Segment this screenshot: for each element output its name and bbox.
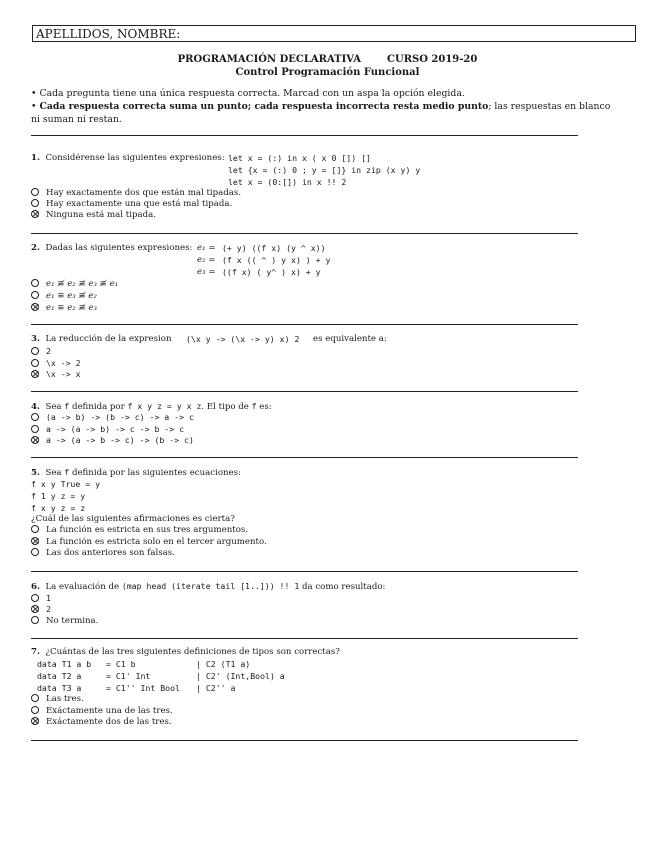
q2-code-3: ((f x) ( y^ ) x) + y xyxy=(222,267,321,277)
q6-option-2[interactable]: 2 xyxy=(31,603,51,615)
q5-code-1: f x y True = y xyxy=(31,479,101,489)
radio-icon[interactable] xyxy=(31,279,39,287)
q3-code: (\x y -> (\x -> y) x) 2 xyxy=(186,334,300,344)
divider xyxy=(31,233,578,234)
radio-icon[interactable] xyxy=(31,188,39,196)
instruction-2: • Cada respuesta correcta suma un punto; cada respuesta incorrecta resta medio punto; las respuestas en blanco ni suman ni restan. xyxy=(31,101,611,125)
radio-icon[interactable] xyxy=(31,548,39,556)
name-field[interactable]: APELLIDOS, NOMBRE: xyxy=(32,25,636,42)
divider xyxy=(31,638,578,639)
q5-option-3[interactable]: Las dos anteriores son falsas. xyxy=(31,547,175,559)
divider xyxy=(31,324,578,325)
question-6: 6. La evaluación de (map head (iterate tail [1..])) !! 1 da como resultado: xyxy=(31,581,386,592)
radio-checked-icon[interactable] xyxy=(31,303,39,311)
q1-option-2[interactable]: Hay exactamente una que está mal tipada. xyxy=(31,198,232,210)
question-2: 2. Dadas las siguientes expresiones: xyxy=(31,243,193,253)
q2-code-2: (f x (( ^ ) y x) ) + y xyxy=(222,255,331,265)
q7-code-3b: = C1'' Int Bool xyxy=(106,683,180,693)
divider xyxy=(31,740,578,741)
q4-option-2[interactable]: a -> (a -> b) -> c -> b -> c xyxy=(31,423,184,435)
q2-option-1[interactable]: e₁ ≢ e₂ ≢ e₃ ≢ e₁ xyxy=(31,278,118,290)
radio-icon[interactable] xyxy=(31,347,39,355)
radio-icon[interactable] xyxy=(31,199,39,207)
q7-code-1c: | C2 (T1 a) xyxy=(196,659,251,669)
radio-checked-icon[interactable] xyxy=(31,436,39,444)
q1-option-1[interactable]: Hay exactamente dos que están mal tipadas. xyxy=(31,187,241,199)
question-4: 4. Sea f definida por f x y z = y x z. El tipo de f es: xyxy=(31,401,272,412)
exam-subtitle: Control Programación Funcional xyxy=(235,67,420,78)
radio-checked-icon[interactable] xyxy=(31,370,39,378)
q3-option-3[interactable]: \x -> x xyxy=(31,368,81,380)
divider xyxy=(31,391,578,392)
q4-option-3[interactable]: a -> (a -> b -> c) -> (b -> c) xyxy=(31,434,194,446)
radio-icon[interactable] xyxy=(31,525,39,533)
q5-option-1[interactable]: La función es estricta en sus tres argumentos. xyxy=(31,524,248,536)
radio-icon[interactable] xyxy=(31,425,39,433)
q2-label-1: e₁ = xyxy=(197,243,216,253)
question-7: 7. ¿Cuántas de las tres siguientes definiciones de tipos son correctas? xyxy=(31,647,340,657)
q2-option-3[interactable]: e₁ ≡ e₂ ≢ e₃ xyxy=(31,302,97,314)
instruction-1: • Cada pregunta tiene una única respuesta correcta. Marcad con un aspa la opción elegida. xyxy=(31,88,465,99)
divider xyxy=(31,135,578,136)
q6-option-3[interactable]: No termina. xyxy=(31,615,98,627)
q1-option-3[interactable]: Ninguna está mal tipada. xyxy=(31,209,156,221)
radio-icon[interactable] xyxy=(31,291,39,299)
q7-code-3c: | C2'' a xyxy=(196,683,236,693)
q5-question: ¿Cuál de las siguientes afirmaciones es cierta? xyxy=(31,514,235,524)
course-title: PROGRAMACIÓN DECLARATIVA CURSO 2019-20 xyxy=(177,54,478,65)
question-3: 3. La reducción de la expresion xyxy=(31,334,172,344)
q3-text-after: es equivalente a: xyxy=(313,334,387,344)
q5-code-3: f x y z = z xyxy=(31,503,86,513)
divider xyxy=(31,571,578,572)
radio-icon[interactable] xyxy=(31,694,39,702)
q1-code-3: let x = (0:[]) in x !! 2 xyxy=(228,177,347,187)
q7-code-3a: data T3 a xyxy=(37,683,82,693)
q3-option-1[interactable]: 2 xyxy=(31,345,51,357)
q1-code-1: let x = (:) in x ( x 0 []) [] xyxy=(228,153,371,163)
q2-label-3: e₃ = xyxy=(197,267,216,277)
radio-icon[interactable] xyxy=(31,706,39,714)
q7-option-3[interactable]: Exáctamente dos de las tres. xyxy=(31,716,172,728)
q7-option-2[interactable]: Exáctamente una de las tres. xyxy=(31,705,173,717)
radio-icon[interactable] xyxy=(31,359,39,367)
q7-code-2a: data T2 a xyxy=(37,671,82,681)
q7-code-2c: | C2' (Int,Bool) a xyxy=(196,671,285,681)
q4-option-1[interactable]: (a -> b) -> (b -> c) -> a -> c xyxy=(31,411,194,423)
q7-code-2b: = C1' Int xyxy=(106,671,151,681)
radio-checked-icon[interactable] xyxy=(31,605,39,613)
radio-checked-icon[interactable] xyxy=(31,210,39,218)
divider xyxy=(31,457,578,458)
radio-icon[interactable] xyxy=(31,594,39,602)
radio-checked-icon[interactable] xyxy=(31,537,39,545)
q2-code-1: (+ y) ((f x) (y ^ x)) xyxy=(222,243,326,253)
q6-option-1[interactable]: 1 xyxy=(31,592,51,604)
q5-code-2: f 1 y z = y xyxy=(31,491,86,501)
q3-option-2[interactable]: \x -> 2 xyxy=(31,357,81,369)
q7-option-1[interactable]: Las tres. xyxy=(31,693,84,705)
q2-option-2[interactable]: e₁ ≡ e₃ ≢ e₂ xyxy=(31,290,97,302)
q2-label-2: e₂ = xyxy=(197,255,216,265)
q1-code-2: let {x = (:) 0 ; y = []} in zip (x y) y xyxy=(228,165,421,175)
radio-icon[interactable] xyxy=(31,616,39,624)
question-1: 1. Considérense las siguientes expresiones: xyxy=(31,153,225,163)
instructions xyxy=(31,87,621,126)
q5-option-2[interactable]: La función es estricta solo en el tercer argumento. xyxy=(31,536,267,548)
radio-icon[interactable] xyxy=(31,413,39,421)
radio-checked-icon[interactable] xyxy=(31,717,39,725)
question-5: 5. Sea f definida por las siguientes ecuaciones: xyxy=(31,467,241,478)
q7-code-1b: = C1 b xyxy=(106,659,136,669)
q7-code-1a: data T1 a b xyxy=(37,659,92,669)
